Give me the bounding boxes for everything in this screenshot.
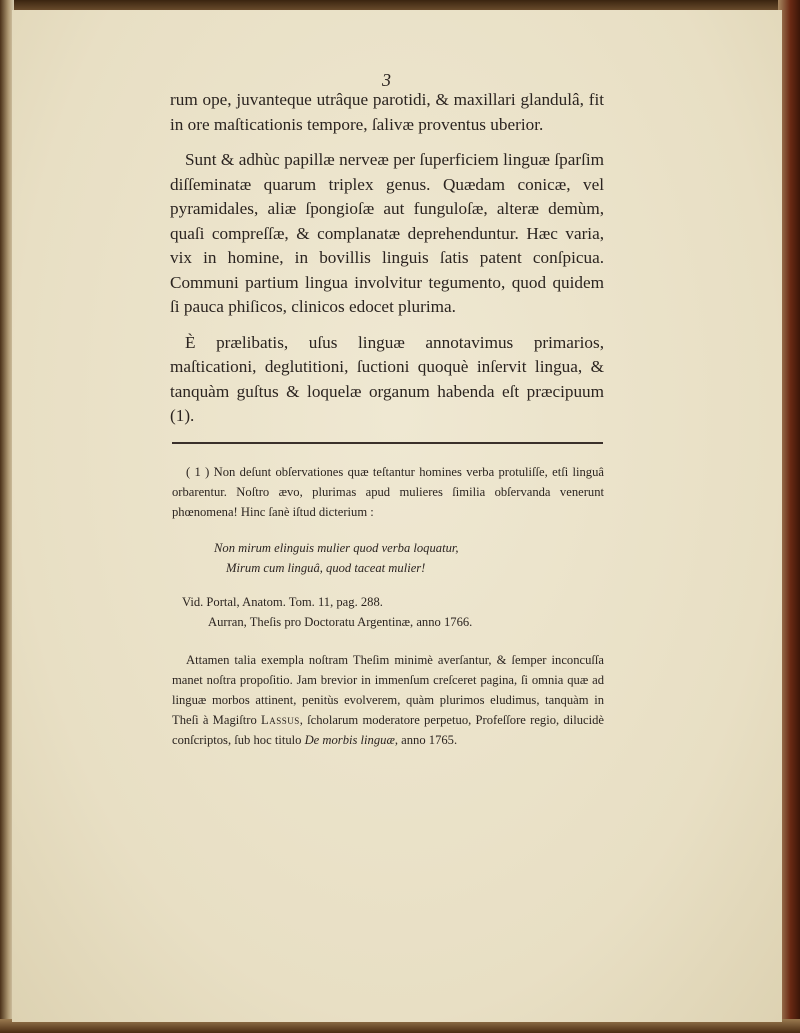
book-page xyxy=(12,10,782,1022)
paragraph-2: Sunt & adhùc papillæ nerveæ per ſuperficiem linguæ ſparſim diſſeminatæ quarum triplex genus. Quædam conicæ, vel pyramidales, aliæ ſpongioſæ aut funguloſæ, alteræ demùm, quaſi compreſſæ, & complanatæ deprehenduntur. Hæc varia, vix in homine, in bovillis linguis ſatis patent conſpicua. Communi partium lingua involvitur tegumento, quod quidem ſi pauca phiſicos, clinicos edocet plurima. xyxy=(170,150,604,316)
footnote-block xyxy=(172,462,604,750)
footnote-1: ( 1 ) Non deſunt obſervationes quæ teſtantur homines verba protuliſſe, etſi linguâ orbarentur. Noſtro ævo, plurimas apud mulieres ſimilia obſervanda venerunt phœnomena! Hinc ſanè iſtud dicterium : xyxy=(172,465,604,519)
attamen-text-2: , ſcholarum moderatore perpetuo, Profeſſore regio, dilucidè conſcriptos, ſub hoc titulo xyxy=(172,713,604,747)
main-text xyxy=(170,88,604,429)
footnote-verse xyxy=(172,538,604,578)
footnote-attamen-paragraph xyxy=(172,650,604,750)
attamen-text-3: , anno 1765. xyxy=(394,733,458,747)
paragraph-3: È prælibatis, uſus linguæ annotavimus primarios, maſticationi, deglutitioni, ſuctioni quoquè inſervit lingua, & tanquàm guſtus & loquelæ organum habenda eſt præcipuum (1). xyxy=(170,332,604,425)
verse-line-1: Non mirum elinguis mulier quod verba loquatur, xyxy=(214,541,459,555)
footnote-divider xyxy=(172,442,603,444)
paragraph-1: rum ope, juvanteque utrâque parotidi, & maxillari glandulâ, fit in ore maſticationis tempore, ſalivæ proventus uberior. xyxy=(170,90,604,134)
footnote-references xyxy=(172,592,604,632)
thesis-title: De morbis linguæ xyxy=(304,733,395,747)
author-name-lassus: Lassus xyxy=(261,713,300,727)
attamen-text-1: Attamen talia exempla noſtram Theſim minimè averſantur, & ſemper inconcuſſa manet noſtra propoſitio. Jam brevior in immenſum creſceret pagina, ſi omnia quæ ad linguæ morbos attinent, penitùs evolverem, quàm plurimos eludimus, tanquàm in Theſi à Magiſtro xyxy=(172,653,604,727)
reference-portal: Vid. Portal, Anatom. Tom. 11, pag. 288. xyxy=(182,595,383,609)
page-number: 3 xyxy=(382,70,391,90)
verse-line-2: Mirum cum linguâ, quod taceat mulier! xyxy=(226,561,426,575)
reference-aurran: Aurran, Theſis pro Doctoratu Argentinæ, anno 1766. xyxy=(208,615,473,629)
